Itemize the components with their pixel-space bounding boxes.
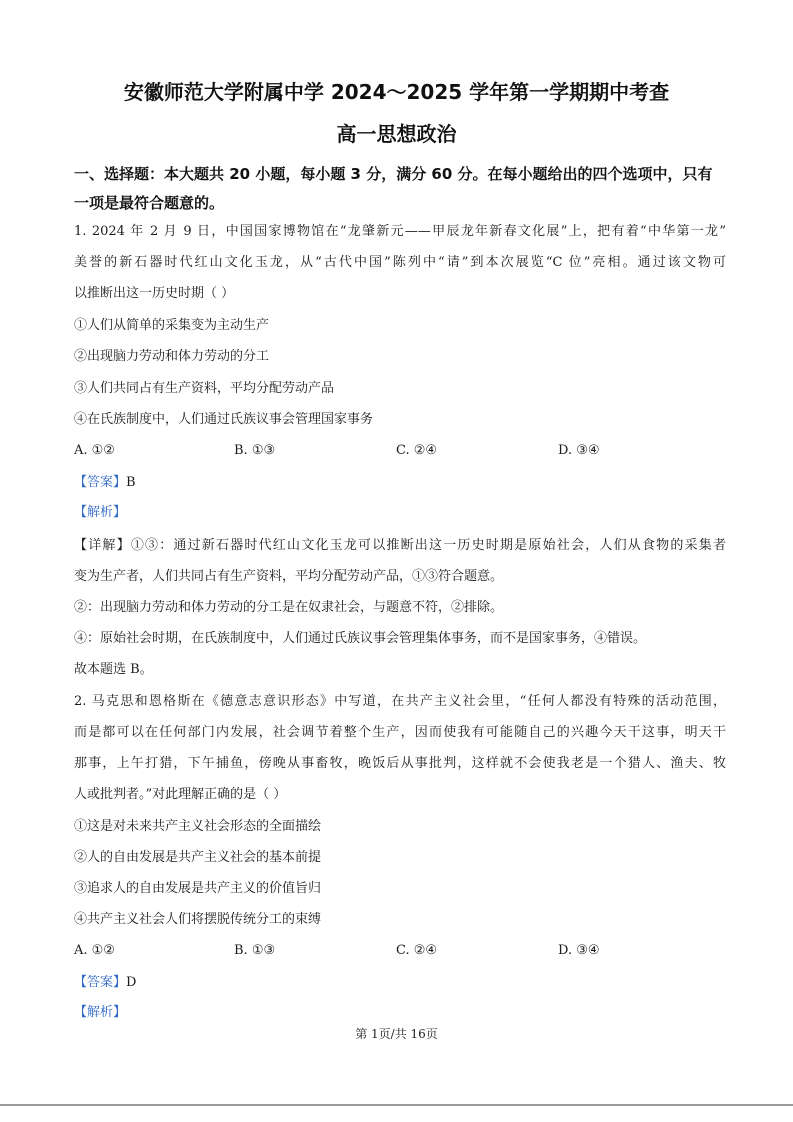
q1-answer-tag: 【答案】	[74, 475, 127, 490]
page-number: 第 1页/共 16页	[355, 1027, 438, 1041]
q1-stem-line-3: 以推断出这一历史时期（ ）	[74, 286, 235, 301]
q1-stem-line-1: 1. 2024 年 2 月 9 日，中国国家博物馆在“龙肇新元——甲辰龙年新春文化展”上，把有着“中华第一龙”	[74, 224, 726, 239]
q2-item-3: ③追求人的自由发展是共产主义的价值旨归	[74, 881, 322, 896]
q1-detail-text-1: ①③：通过新石器时代红山文化玉龙可以推断出这一历史时期是原始社会，人们从食物的采集者	[130, 538, 726, 553]
q1-option-a: A. ①②	[74, 443, 115, 458]
q2-option-c: C. ②④	[396, 943, 438, 958]
q1-detail-line-1	[74, 536, 726, 556]
q2-answer-tag: 【答案】	[74, 975, 127, 990]
q1-option-c: C. ②④	[396, 443, 438, 458]
q2-item-2: ②人的自由发展是共产主义社会的基本前提	[74, 850, 322, 865]
q1-item-3: ③人们共同占有生产资料，平均分配劳动产品	[74, 381, 335, 396]
q1-answer-value: B	[126, 475, 136, 490]
q1-detail-line-2: 变为生产者，人们共同占有生产资料，平均分配劳动产品，①③符合题意。	[74, 569, 504, 584]
subject-title: 高一思想政治	[336, 122, 457, 146]
q1-detail-line-4: ④：原始社会时期，在氏族制度中，人们通过氏族议事会管理集体事务，而不是国家事务，④错误。	[74, 631, 647, 646]
q2-stem-line-1: 2. 马克思和恩格斯在《德意志意识形态》中写道，在共产主义社会里，“任何人都没有特殊的活动范围，	[74, 694, 726, 709]
q2-option-d: D. ③④	[558, 943, 600, 958]
q1-item-4: ④在氏族制度中，人们通过氏族议事会管理国家事务	[74, 412, 374, 427]
q1-stem-line-2: 美誉的新石器时代红山文化玉龙，从“古代中国”陈列中“请”到本次展览“C 位”亮相。通过该文物可	[74, 255, 726, 270]
q2-option-b: B. ①③	[234, 943, 276, 958]
q1-detail-tag: 【详解】	[74, 538, 131, 553]
q1-item-1: ①人们从简单的采集变为主动生产	[74, 318, 270, 333]
q2-item-4: ④共产主义社会人们将摆脱传统分工的束缚	[74, 912, 322, 927]
q2-option-a: A. ①②	[74, 943, 115, 958]
q2-answer-value: D	[126, 975, 137, 990]
q1-answer	[74, 473, 726, 493]
q2-item-1: ①这是对未来共产主义社会形态的全面描绘	[74, 819, 322, 834]
q2-analysis-tag: 【解析】	[74, 1005, 127, 1020]
q1-option-d: D. ③④	[558, 443, 600, 458]
q1-detail-line-5: 故本题选 B。	[74, 662, 153, 677]
q2-answer	[74, 973, 726, 993]
q2-stem-line-3: 那事，上午打猎，下午捕鱼，傍晚从事畜牧，晚饭后从事批判，这样就不会使我老是一个猎人、渔夫、牧	[74, 756, 726, 771]
q1-detail-line-3: ②：出现脑力劳动和体力劳动的分工是在奴隶社会，与题意不符，②排除。	[74, 600, 504, 615]
q1-item-2: ②出现脑力劳动和体力劳动的分工	[74, 349, 270, 364]
q2-stem-line-4: 人或批判者。”对此理解正确的是（ ）	[74, 787, 287, 802]
bottom-divider	[0, 1104, 793, 1106]
exam-title: 安徽师范大学附属中学 2024～2025 学年第一学期期中考查	[123, 80, 670, 104]
q1-analysis-tag: 【解析】	[74, 505, 127, 520]
section-heading: 一、选择题：本大题共 20 小题，每小题 3 分，满分 60 分。在每小题给出的四个选项中，只有一项是最符合题意的。	[74, 165, 713, 212]
q1-option-b: B. ①③	[234, 443, 276, 458]
q2-stem-line-2: 而是都可以在任何部门内发展，社会调节着整个生产，因而使我有可能随自己的兴趣今天干这事，明天干	[74, 725, 726, 740]
